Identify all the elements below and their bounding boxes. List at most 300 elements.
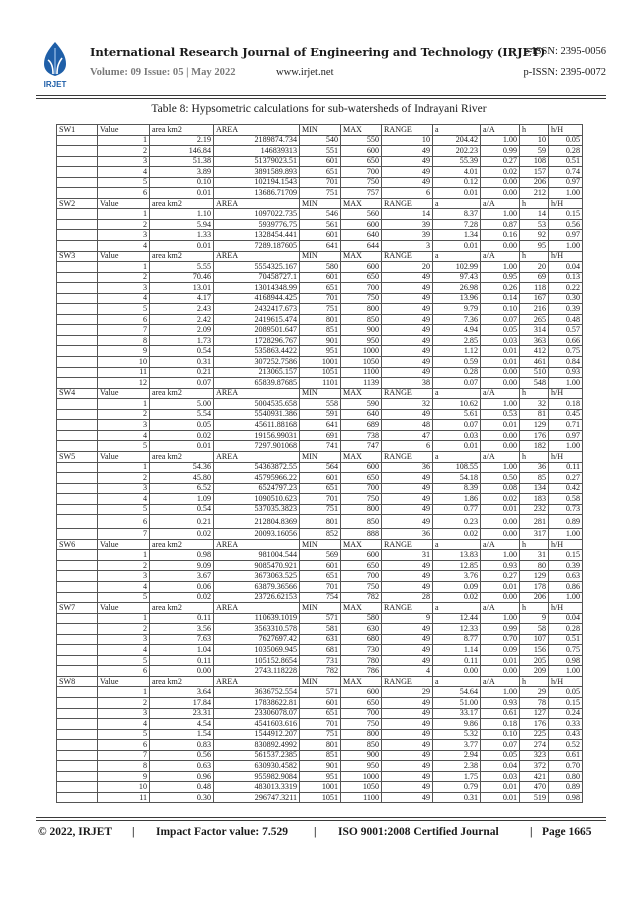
table-cell: 156: [520, 645, 549, 656]
subwatershed-header-row: [57, 388, 583, 399]
table-cell: 167: [520, 293, 549, 304]
table-cell: 2.09: [150, 325, 214, 336]
table-caption: Table 8: Hypsometric calculations for sub-watersheds of Indrayani River: [151, 103, 487, 115]
table-cell: 65839.87685: [214, 378, 300, 389]
table-cell: 0.15: [549, 697, 583, 708]
table-row: [57, 314, 583, 325]
table-cell: [57, 560, 98, 571]
table-cell: 5: [98, 729, 150, 740]
table-cell: 5.32: [433, 729, 481, 740]
table-cell: [57, 441, 98, 452]
table-cell: 0.04: [481, 761, 520, 772]
table-cell: MIN: [300, 251, 341, 262]
table-cell: 901: [300, 761, 341, 772]
table-cell: 49: [382, 634, 433, 645]
table-cell: 176: [520, 430, 549, 441]
table-cell: a: [433, 451, 481, 462]
table-cell: 206: [520, 592, 549, 603]
table-cell: 0.21: [150, 367, 214, 378]
table-cell: 851: [300, 750, 341, 761]
table-cell: 9: [382, 613, 433, 624]
table-cell: h/H: [549, 125, 583, 136]
table-cell: 59: [520, 146, 549, 157]
table-cell: 5004535.658: [214, 399, 300, 410]
table-cell: 8: [98, 761, 150, 772]
table-cell: 11: [98, 367, 150, 378]
table-cell: 7: [98, 529, 150, 540]
table-row: [57, 241, 583, 252]
table-cell: 17.84: [150, 697, 214, 708]
table-cell: [57, 357, 98, 368]
table-cell: 0.99: [481, 146, 520, 157]
table-cell: AREA: [214, 198, 300, 209]
table-cell: 0.05: [549, 135, 583, 146]
table-cell: RANGE: [382, 603, 433, 614]
table-cell: a: [433, 251, 481, 262]
table-cell: 651: [300, 483, 341, 494]
table-cell: 7297.901068: [214, 441, 300, 452]
table-cell: 0.05: [481, 750, 520, 761]
table-cell: 296747.3211: [214, 792, 300, 803]
table-cell: 650: [341, 473, 382, 484]
table-cell: 0.05: [150, 420, 214, 431]
table-cell: 13.83: [433, 550, 481, 561]
table-cell: a: [433, 388, 481, 399]
table-cell: 981004.544: [214, 550, 300, 561]
table-cell: 9: [98, 771, 150, 782]
table-cell: 32: [382, 399, 433, 410]
table-cell: 1.86: [433, 494, 481, 505]
table-cell: 39: [382, 219, 433, 230]
table-cell: 8: [98, 335, 150, 346]
table-cell: 591: [300, 409, 341, 420]
table-cell: 3: [98, 156, 150, 167]
table-cell: 54.18: [433, 473, 481, 484]
table-cell: 701: [300, 494, 341, 505]
table-cell: 0.04: [549, 262, 583, 273]
table-cell: 631: [300, 634, 341, 645]
table-cell: 49: [382, 314, 433, 325]
table-cell: 750: [341, 719, 382, 730]
table-cell: 2.43: [150, 304, 214, 315]
table-cell: 0.02: [150, 529, 214, 540]
table-cell: 55.39: [433, 156, 481, 167]
table-cell: 1.00: [549, 441, 583, 452]
table-cell: SW1: [57, 125, 98, 136]
table-cell: 0.23: [433, 515, 481, 529]
table-cell: 49: [382, 697, 433, 708]
table-cell: 363: [520, 335, 549, 346]
table-cell: [57, 409, 98, 420]
table-row: [57, 146, 583, 157]
table-cell: 31: [382, 550, 433, 561]
table-cell: 5554325.167: [214, 262, 300, 273]
table-cell: 630: [341, 624, 382, 635]
table-cell: 1.00: [481, 550, 520, 561]
table-cell: 0.43: [549, 729, 583, 740]
table-cell: 6: [382, 441, 433, 452]
table-cell: 2: [98, 624, 150, 635]
subwatershed-header-row: [57, 125, 583, 136]
table-cell: 0.28: [433, 367, 481, 378]
table-cell: 49: [382, 771, 433, 782]
table-cell: 0.87: [481, 219, 520, 230]
table-cell: 850: [341, 515, 382, 529]
table-cell: 0.10: [150, 177, 214, 188]
table-cell: 49: [382, 761, 433, 772]
table-cell: area km2: [150, 198, 214, 209]
table-cell: SW3: [57, 251, 98, 262]
table-cell: 0.13: [549, 272, 583, 283]
table-cell: [57, 771, 98, 782]
table-cell: AREA: [214, 251, 300, 262]
table-cell: AREA: [214, 125, 300, 136]
table-cell: 281: [520, 515, 549, 529]
table-cell: 5: [98, 177, 150, 188]
table-cell: 95: [520, 241, 549, 252]
subwatershed-header-row: [57, 539, 583, 550]
table-cell: 0.96: [150, 771, 214, 782]
table-cell: 470: [520, 782, 549, 793]
table-cell: 134: [520, 483, 549, 494]
table-cell: [57, 782, 98, 793]
table-row: [57, 666, 583, 677]
table-cell: 2.94: [433, 750, 481, 761]
irjet-logo-icon: [36, 40, 74, 90]
table-cell: area km2: [150, 603, 214, 614]
table-cell: h/H: [549, 539, 583, 550]
table-cell: MIN: [300, 603, 341, 614]
table-cell: 4: [98, 645, 150, 656]
table-cell: 0.63: [549, 571, 583, 582]
table-cell: 2432417.673: [214, 304, 300, 315]
table-cell: 1: [98, 550, 150, 561]
table-row: [57, 209, 583, 220]
table-cell: [57, 272, 98, 283]
table-cell: 0.84: [549, 357, 583, 368]
table-cell: 3: [382, 241, 433, 252]
table-cell: MAX: [341, 251, 382, 262]
table-row: [57, 624, 583, 635]
table-cell: 0.00: [481, 430, 520, 441]
table-cell: 0.11: [549, 462, 583, 473]
table-cell: 7: [98, 750, 150, 761]
table-cell: 3: [98, 230, 150, 241]
table-cell: 29: [382, 687, 433, 698]
table-cell: MAX: [341, 451, 382, 462]
table-cell: 54.64: [433, 687, 481, 698]
table-cell: 28: [382, 592, 433, 603]
table-row: [57, 645, 583, 656]
table-cell: 49: [382, 571, 433, 582]
table-cell: 53: [520, 219, 549, 230]
table-cell: area km2: [150, 451, 214, 462]
table-cell: 0.08: [481, 483, 520, 494]
table-cell: 0.58: [549, 494, 583, 505]
table-cell: 741: [300, 441, 341, 452]
table-cell: 9.86: [433, 719, 481, 730]
table-cell: MAX: [341, 539, 382, 550]
table-row: [57, 357, 583, 368]
table-cell: [57, 655, 98, 666]
journal-url[interactable]: www.irjet.net: [276, 67, 334, 78]
table-cell: 127: [520, 708, 549, 719]
table-cell: area km2: [150, 539, 214, 550]
subwatershed-header-row: [57, 451, 583, 462]
table-cell: 569: [300, 550, 341, 561]
table-cell: 0.63: [150, 761, 214, 772]
table-cell: h: [520, 198, 549, 209]
table-cell: 750: [341, 177, 382, 188]
table-row: [57, 156, 583, 167]
table-cell: 0.50: [481, 473, 520, 484]
table-cell: 63879.36566: [214, 581, 300, 592]
table-cell: 3: [98, 283, 150, 294]
table-cell: [57, 750, 98, 761]
table-row: [57, 782, 583, 793]
table-cell: 49: [382, 167, 433, 178]
table-row: [57, 230, 583, 241]
table-row: [57, 494, 583, 505]
table-cell: 78: [520, 697, 549, 708]
table-cell: 888: [341, 529, 382, 540]
table-cell: 1728296.767: [214, 335, 300, 346]
table-cell: [57, 293, 98, 304]
table-cell: 0.01: [481, 655, 520, 666]
table-cell: 178: [520, 581, 549, 592]
table-cell: 1050: [341, 782, 382, 793]
table-cell: 213065.157: [214, 367, 300, 378]
table-cell: 0.98: [150, 550, 214, 561]
table-cell: 551: [300, 146, 341, 157]
table-cell: 0.86: [549, 581, 583, 592]
table-cell: MAX: [341, 603, 382, 614]
table-cell: 1.75: [433, 771, 481, 782]
table-cell: 650: [341, 697, 382, 708]
table-cell: 3.89: [150, 167, 214, 178]
table-cell: MIN: [300, 539, 341, 550]
table-cell: 1.00: [549, 188, 583, 199]
table-cell: 6.52: [150, 483, 214, 494]
journal-header: [36, 40, 606, 92]
table-cell: 225: [520, 729, 549, 740]
table-cell: 650: [341, 560, 382, 571]
table-cell: 421: [520, 771, 549, 782]
table-cell: 701: [300, 293, 341, 304]
table-cell: 0.07: [433, 420, 481, 431]
table-cell: 0.31: [150, 357, 214, 368]
table-cell: 0.01: [433, 188, 481, 199]
svg-text:IRJET: IRJET: [43, 80, 67, 89]
table-cell: 0.99: [481, 624, 520, 635]
table-cell: 0.12: [433, 177, 481, 188]
table-cell: 23726.62153: [214, 592, 300, 603]
table-cell: 644: [341, 241, 382, 252]
table-cell: 4: [98, 719, 150, 730]
table-row: [57, 304, 583, 315]
table-cell: 20: [520, 262, 549, 273]
table-cell: 49: [382, 156, 433, 167]
table-cell: 0.71: [549, 420, 583, 431]
table-cell: 0.75: [549, 346, 583, 357]
table-row: [57, 346, 583, 357]
table-cell: 6: [382, 188, 433, 199]
table-cell: 7627697.42: [214, 634, 300, 645]
table-cell: 1.12: [433, 346, 481, 357]
table-cell: 700: [341, 708, 382, 719]
table-cell: 830892.4992: [214, 740, 300, 751]
table-cell: 54363872.55: [214, 462, 300, 473]
table-cell: 12.33: [433, 624, 481, 635]
table-cell: 26.98: [433, 283, 481, 294]
table-cell: 49: [382, 272, 433, 283]
table-cell: [57, 325, 98, 336]
table-row: [57, 592, 583, 603]
table-cell: [57, 708, 98, 719]
table-cell: 4: [98, 167, 150, 178]
footer-separator: |: [530, 826, 533, 838]
table-cell: 49: [382, 293, 433, 304]
table-cell: 0.54: [150, 504, 214, 515]
table-cell: 92: [520, 230, 549, 241]
table-cell: 600: [341, 462, 382, 473]
table-cell: [57, 504, 98, 515]
table-cell: 0.31: [433, 792, 481, 803]
table-cell: 1101: [300, 378, 341, 389]
table-cell: 0.57: [549, 325, 583, 336]
table-cell: 157: [520, 167, 549, 178]
table-cell: [57, 729, 98, 740]
table-cell: 0.07: [481, 314, 520, 325]
table-cell: RANGE: [382, 388, 433, 399]
table-row: [57, 571, 583, 582]
volume-issue: Volume: 09 Issue: 05 | May 2022: [90, 67, 236, 78]
table-cell: 0.01: [481, 782, 520, 793]
table-cell: 0.01: [433, 441, 481, 452]
table-row: [57, 750, 583, 761]
table-cell: 0.07: [433, 378, 481, 389]
table-cell: 12.85: [433, 560, 481, 571]
table-cell: 701: [300, 177, 341, 188]
table-cell: 216: [520, 304, 549, 315]
table-cell: 4.54: [150, 719, 214, 730]
table-cell: 0.01: [481, 504, 520, 515]
table-cell: 600: [341, 550, 382, 561]
table-cell: 0.93: [549, 367, 583, 378]
table-cell: 146839313: [214, 146, 300, 157]
table-cell: 0.00: [481, 666, 520, 677]
table-cell: a: [433, 198, 481, 209]
table-cell: 950: [341, 761, 382, 772]
subwatershed-header-row: [57, 676, 583, 687]
table-cell: 6: [98, 314, 150, 325]
table-cell: 0.00: [481, 529, 520, 540]
table-cell: 6: [98, 740, 150, 751]
table-cell: 10: [520, 135, 549, 146]
table-row: [57, 135, 583, 146]
table-cell: 0.00: [481, 367, 520, 378]
table-cell: 176: [520, 719, 549, 730]
table-cell: 1097022.735: [214, 209, 300, 220]
table-cell: 0.01: [150, 241, 214, 252]
table-cell: 901: [300, 335, 341, 346]
table-cell: 202.23: [433, 146, 481, 157]
table-cell: 0.02: [150, 592, 214, 603]
table-cell: 0.93: [481, 560, 520, 571]
table-cell: 209: [520, 666, 549, 677]
table-row: [57, 430, 583, 441]
table-cell: 548: [520, 378, 549, 389]
table-cell: 560: [341, 209, 382, 220]
table-cell: 49: [382, 504, 433, 515]
table-cell: 12: [98, 378, 150, 389]
table-cell: [57, 515, 98, 529]
table-cell: 0.73: [549, 504, 583, 515]
table-cell: 750: [341, 293, 382, 304]
table-cell: 0.98: [549, 655, 583, 666]
table-cell: 49: [382, 792, 433, 803]
table-cell: 17838622.81: [214, 697, 300, 708]
table-cell: 0.10: [481, 729, 520, 740]
table-cell: 6524797.23: [214, 483, 300, 494]
table-cell: 183: [520, 494, 549, 505]
table-cell: 0.93: [481, 697, 520, 708]
table-cell: 651: [300, 167, 341, 178]
table-cell: 1.73: [150, 335, 214, 346]
table-cell: 9085470.921: [214, 560, 300, 571]
table-cell: [57, 230, 98, 241]
table-cell: h: [520, 539, 549, 550]
table-row: [57, 504, 583, 515]
table-cell: 1.04: [150, 645, 214, 656]
table-cell: 0.00: [481, 592, 520, 603]
table-cell: h/H: [549, 251, 583, 262]
table-cell: 36: [382, 529, 433, 540]
table-cell: h/H: [549, 676, 583, 687]
table-cell: 3: [98, 483, 150, 494]
table-cell: h: [520, 388, 549, 399]
table-cell: 750: [341, 494, 382, 505]
table-cell: 317: [520, 529, 549, 540]
table-cell: 801: [300, 740, 341, 751]
table-row: [57, 560, 583, 571]
table-cell: [57, 550, 98, 561]
table-cell: 129: [520, 571, 549, 582]
table-cell: 780: [341, 655, 382, 666]
table-cell: 1.00: [549, 666, 583, 677]
subwatershed-header-row: [57, 198, 583, 209]
table-cell: SW7: [57, 603, 98, 614]
table-cell: 700: [341, 483, 382, 494]
table-cell: SW8: [57, 676, 98, 687]
table-cell: 600: [341, 262, 382, 273]
table-cell: h/H: [549, 198, 583, 209]
table-cell: 750: [341, 581, 382, 592]
table-cell: 36: [520, 462, 549, 473]
table-cell: 0.02: [433, 529, 481, 540]
table-cell: h: [520, 125, 549, 136]
table-cell: h/H: [549, 388, 583, 399]
table-cell: 537035.3823: [214, 504, 300, 515]
table-cell: 0.00: [481, 188, 520, 199]
table-cell: 601: [300, 230, 341, 241]
table-cell: 3.67: [150, 571, 214, 582]
table-cell: 4: [98, 293, 150, 304]
table-cell: 5: [98, 655, 150, 666]
table-cell: 0.03: [433, 430, 481, 441]
table-cell: 7.63: [150, 634, 214, 645]
table-cell: 0.27: [481, 156, 520, 167]
